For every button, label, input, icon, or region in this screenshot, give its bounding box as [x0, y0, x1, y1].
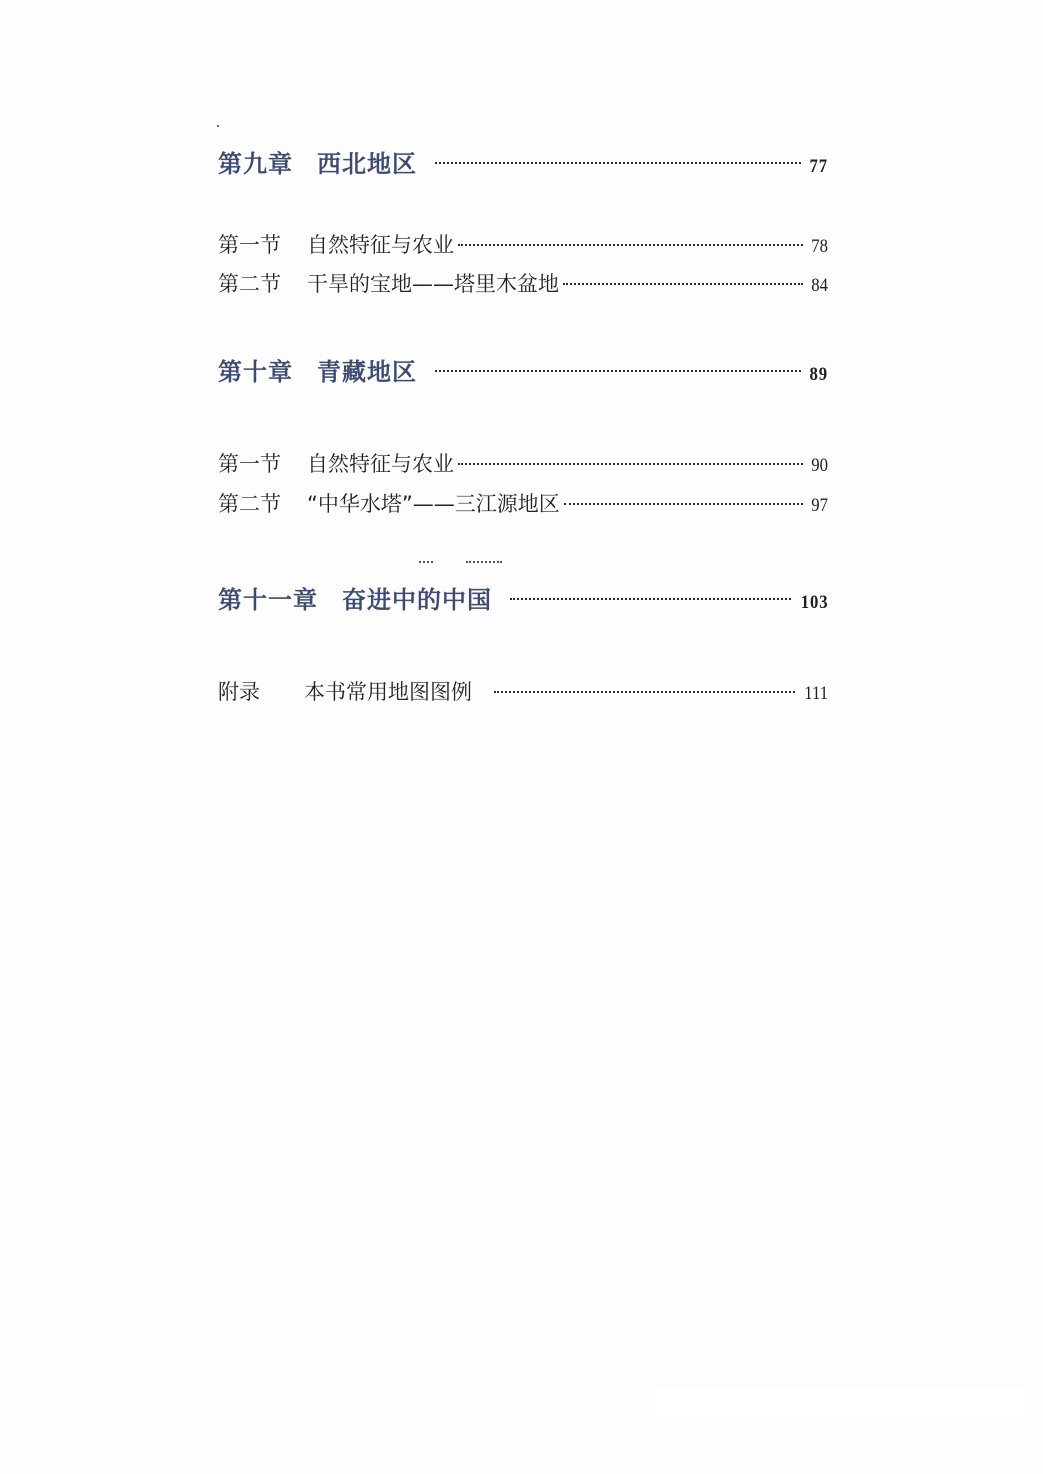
- chapter-number: 第十章: [218, 357, 293, 386]
- dot-leader: [564, 493, 803, 514]
- toc-chapter-10[interactable]: [218, 352, 828, 387]
- dot-leader: [494, 681, 795, 702]
- dot-leader: [435, 358, 801, 382]
- appendix-title: 本书常用地图图例: [304, 680, 472, 704]
- chapter-number: 第十一章: [218, 585, 318, 614]
- chapter-title: 青藏地区: [317, 357, 417, 386]
- appendix-label: 附录: [218, 680, 260, 704]
- dot-leader: [563, 273, 803, 294]
- toc-chapter-11[interactable]: [218, 580, 828, 615]
- chapter-title: 奋进中的中国: [342, 585, 492, 614]
- dot-leader: [458, 453, 803, 474]
- dot-leader: [435, 150, 801, 174]
- toc-section-10-1[interactable]: [218, 448, 828, 478]
- page-number: 77: [809, 156, 828, 177]
- scan-artifact: [655, 1388, 1025, 1422]
- section-number: 第一节: [218, 233, 281, 257]
- dot-leader: [510, 586, 791, 610]
- page-number: 111: [804, 683, 828, 704]
- page-number: 84: [811, 275, 828, 296]
- scan-dots: [466, 561, 502, 563]
- section-number: 第二节: [218, 272, 281, 296]
- dot-leader: [458, 234, 803, 255]
- toc-section-9-1[interactable]: [218, 229, 828, 259]
- toc-chapter-9[interactable]: [218, 144, 828, 179]
- page-number: 90: [811, 455, 828, 476]
- section-number: 第二节: [218, 492, 281, 516]
- scan-speck: [217, 125, 219, 127]
- toc-appendix[interactable]: [218, 676, 828, 706]
- page-number: 89: [809, 364, 828, 385]
- section-title: 自然特征与农业: [307, 233, 454, 257]
- toc-section-10-2[interactable]: [218, 488, 828, 518]
- chapter-number: 第九章: [218, 149, 293, 178]
- chapter-title: 西北地区: [317, 149, 417, 178]
- toc-section-9-2[interactable]: [218, 268, 828, 298]
- section-title: 自然特征与农业: [307, 452, 454, 476]
- page-number: 78: [811, 236, 828, 257]
- page-number: 97: [811, 495, 828, 516]
- scan-dots: [419, 561, 433, 563]
- section-number: 第一节: [218, 452, 281, 476]
- page-number: 103: [800, 592, 828, 613]
- section-title: “中华水塔”——三江源地区: [307, 492, 560, 516]
- section-title: 干旱的宝地——塔里木盆地: [307, 272, 559, 296]
